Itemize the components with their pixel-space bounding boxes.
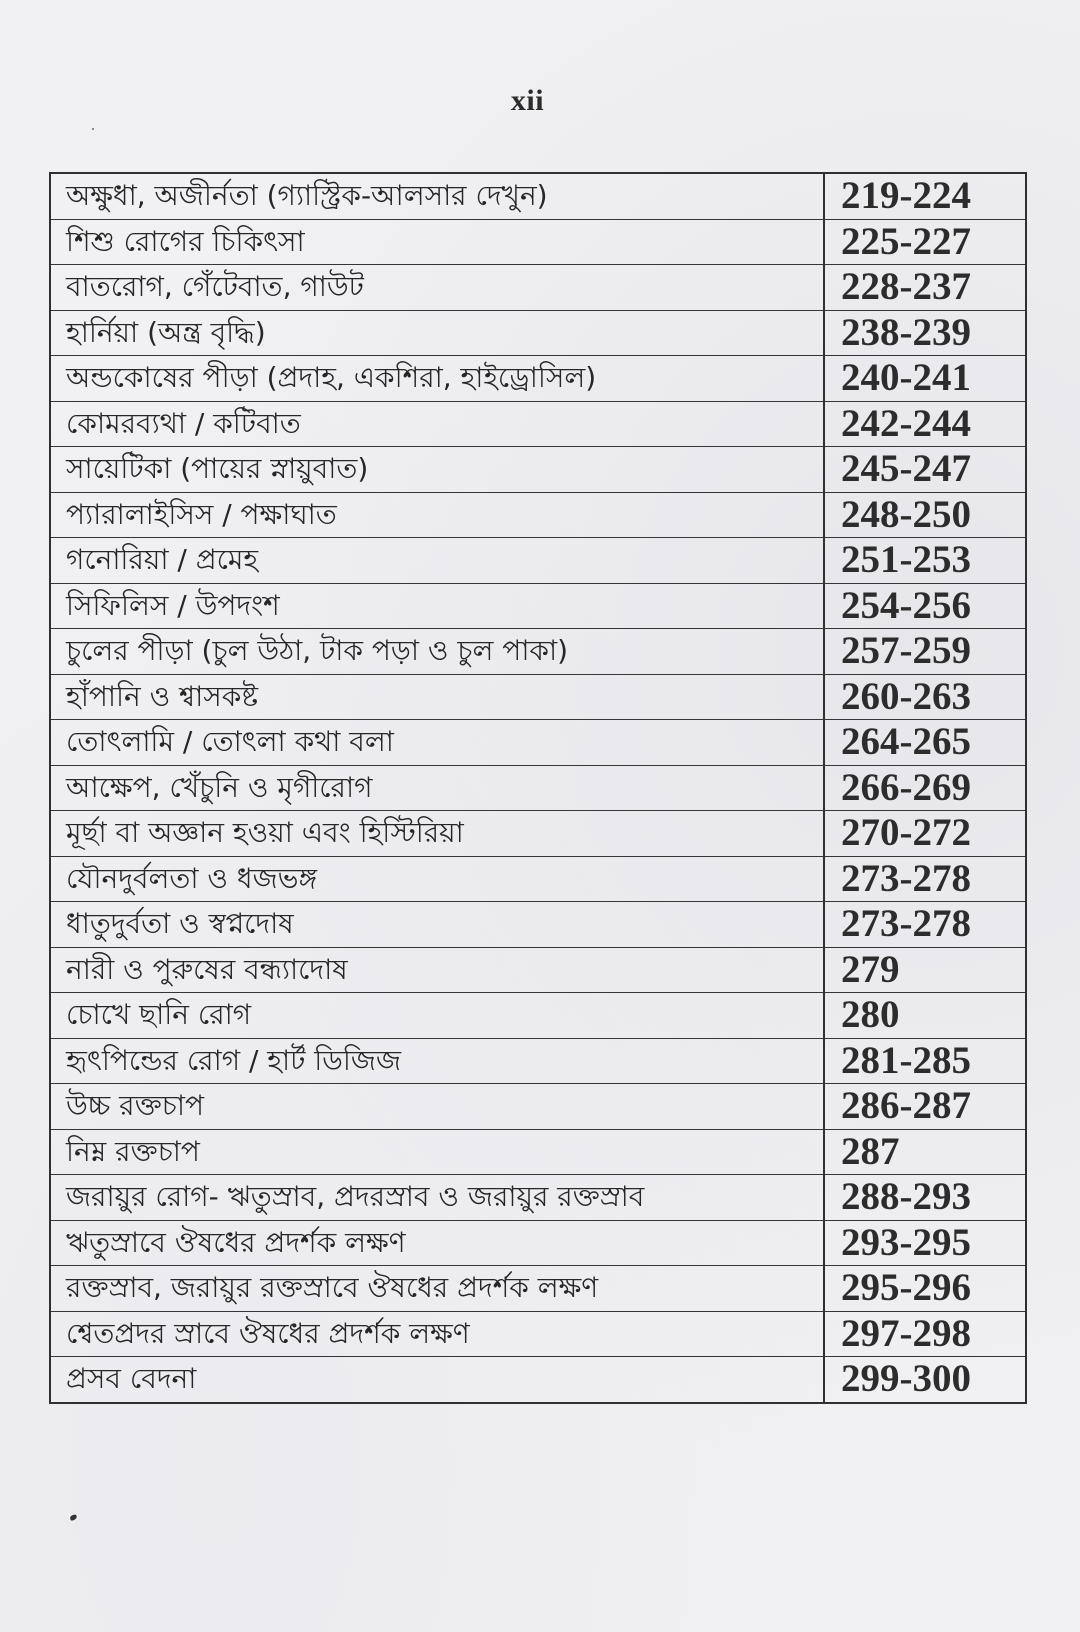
toc-topic: মূর্ছা বা অজ্ঞান হওয়া এবং হিস্টিরিয়া bbox=[50, 811, 824, 857]
toc-topic: জরায়ুর রোগ- ঋতুস্রাব, প্রদরস্রাব ও জরায়ুর রক্তস্রাব bbox=[50, 1175, 824, 1221]
toc-row bbox=[50, 811, 1026, 857]
toc-row bbox=[50, 401, 1026, 447]
toc-page-range: 245-247 bbox=[824, 447, 1026, 493]
toc-row bbox=[50, 765, 1026, 811]
toc-page-range: 228-237 bbox=[824, 265, 1026, 311]
toc-row bbox=[50, 492, 1026, 538]
toc-row bbox=[50, 1175, 1026, 1221]
toc-row bbox=[50, 720, 1026, 766]
toc-topic: হৃৎপিন্ডের রোগ / হার্ট ডিজিজ bbox=[50, 1038, 824, 1084]
toc-topic: আক্ষেপ, খেঁচুনি ও মৃগীরোগ bbox=[50, 765, 824, 811]
toc-topic: অক্ষুধা, অজীর্নতা (গ্যাস্ট্রিক-আলসার দেখুন) bbox=[50, 173, 824, 219]
toc-row bbox=[50, 1357, 1026, 1403]
ink-speck bbox=[69, 1514, 77, 1521]
toc-topic: নিম্ন রক্তচাপ bbox=[50, 1129, 824, 1175]
toc-page-range: 270-272 bbox=[824, 811, 1026, 857]
toc-body bbox=[50, 173, 1026, 1403]
toc-row bbox=[50, 856, 1026, 902]
toc-page-range: 293-295 bbox=[824, 1220, 1026, 1266]
toc-topic: যৌনদুর্বলতা ও ধজভঙ্গ bbox=[50, 856, 824, 902]
toc-row bbox=[50, 219, 1026, 265]
toc-topic: সিফিলিস / উপদংশ bbox=[50, 583, 824, 629]
toc-page-range: 238-239 bbox=[824, 310, 1026, 356]
toc-row bbox=[50, 674, 1026, 720]
toc-topic: চোখে ছানি রোগ bbox=[50, 993, 824, 1039]
toc-row bbox=[50, 1084, 1026, 1130]
toc-row bbox=[50, 947, 1026, 993]
toc-row bbox=[50, 173, 1026, 219]
toc-topic: উচ্চ রক্তচাপ bbox=[50, 1084, 824, 1130]
toc-topic: প্রসব বেদনা bbox=[50, 1357, 824, 1403]
toc-page-range: 297-298 bbox=[824, 1311, 1026, 1357]
toc-row bbox=[50, 356, 1026, 402]
ink-speck bbox=[92, 128, 94, 130]
toc-topic: গনোরিয়া / প্রমেহ bbox=[50, 538, 824, 584]
toc-topic: নারী ও পুরুষের বন্ধ্যাদোষ bbox=[50, 947, 824, 993]
toc-row bbox=[50, 1129, 1026, 1175]
toc-page-range: 257-259 bbox=[824, 629, 1026, 675]
toc-row bbox=[50, 1038, 1026, 1084]
toc-page-range: 281-285 bbox=[824, 1038, 1026, 1084]
toc-page-range: 288-293 bbox=[824, 1175, 1026, 1221]
toc-topic: প্যারালাইসিস / পক্ষাঘাত bbox=[50, 492, 824, 538]
toc-topic: শ্বেতপ্রদর স্রাবে ঔষধের প্রদর্শক লক্ষণ bbox=[50, 1311, 824, 1357]
toc-page-range: 254-256 bbox=[824, 583, 1026, 629]
toc-row bbox=[50, 1311, 1026, 1357]
toc-row bbox=[50, 902, 1026, 948]
toc-page-range: 273-278 bbox=[824, 856, 1026, 902]
toc-row bbox=[50, 447, 1026, 493]
toc-page-range: 299-300 bbox=[824, 1357, 1026, 1403]
toc-row bbox=[50, 310, 1026, 356]
toc-page-range: 219-224 bbox=[824, 173, 1026, 219]
toc-topic: তোৎলামি / তোৎলা কথা বলা bbox=[50, 720, 824, 766]
toc-row bbox=[50, 1220, 1026, 1266]
toc-topic: কোমরব্যথা / কটিবাত bbox=[50, 401, 824, 447]
toc-row bbox=[50, 265, 1026, 311]
toc-row bbox=[50, 993, 1026, 1039]
toc-topic: সায়েটিকা (পায়ের স্নায়ুবাত) bbox=[50, 447, 824, 493]
toc-page-range: 248-250 bbox=[824, 492, 1026, 538]
toc-page-range: 279 bbox=[824, 947, 1026, 993]
toc-row bbox=[50, 629, 1026, 675]
toc-page-range: 225-227 bbox=[824, 219, 1026, 265]
toc-page-range: 286-287 bbox=[824, 1084, 1026, 1130]
toc-page-range: 240-241 bbox=[824, 356, 1026, 402]
toc-topic: ধাতুদুর্বতা ও স্বপ্নদোষ bbox=[50, 902, 824, 948]
toc-page-range: 264-265 bbox=[824, 720, 1026, 766]
toc-topic: চুলের পীড়া (চুল উঠা, টাক পড়া ও চুল পাকা) bbox=[50, 629, 824, 675]
toc-topic: শিশু রোগের চিকিৎসা bbox=[50, 219, 824, 265]
toc-topic: হাঁপানি ও শ্বাসকষ্ট bbox=[50, 674, 824, 720]
toc-row bbox=[50, 583, 1026, 629]
toc-page-range: 280 bbox=[824, 993, 1026, 1039]
toc-topic: অন্ডকোষের পীড়া (প্রদাহ, একশিরা, হাইড্রোসিল) bbox=[50, 356, 824, 402]
toc-row bbox=[50, 1266, 1026, 1312]
toc-page-range: 287 bbox=[824, 1129, 1026, 1175]
toc-topic: ঋতুস্রাবে ঔষধের প্রদর্শক লক্ষণ bbox=[50, 1220, 824, 1266]
toc-topic: হার্নিয়া (অন্ত্র বৃদ্ধি) bbox=[50, 310, 824, 356]
toc-page-range: 251-253 bbox=[824, 538, 1026, 584]
toc-topic: রক্তস্রাব, জরায়ুর রক্তস্রাবে ঔষধের প্রদর্শক লক্ষণ bbox=[50, 1266, 824, 1312]
toc-topic: বাতরোগ, গেঁটেবাত, গাউট bbox=[50, 265, 824, 311]
page-number: xii bbox=[510, 84, 545, 117]
toc-page-range: 273-278 bbox=[824, 902, 1026, 948]
toc-page-range: 266-269 bbox=[824, 765, 1026, 811]
table-of-contents bbox=[49, 172, 1027, 1404]
toc-page-range: 260-263 bbox=[824, 674, 1026, 720]
toc-row bbox=[50, 538, 1026, 584]
toc-page-range: 242-244 bbox=[824, 401, 1026, 447]
toc-page-range: 295-296 bbox=[824, 1266, 1026, 1312]
